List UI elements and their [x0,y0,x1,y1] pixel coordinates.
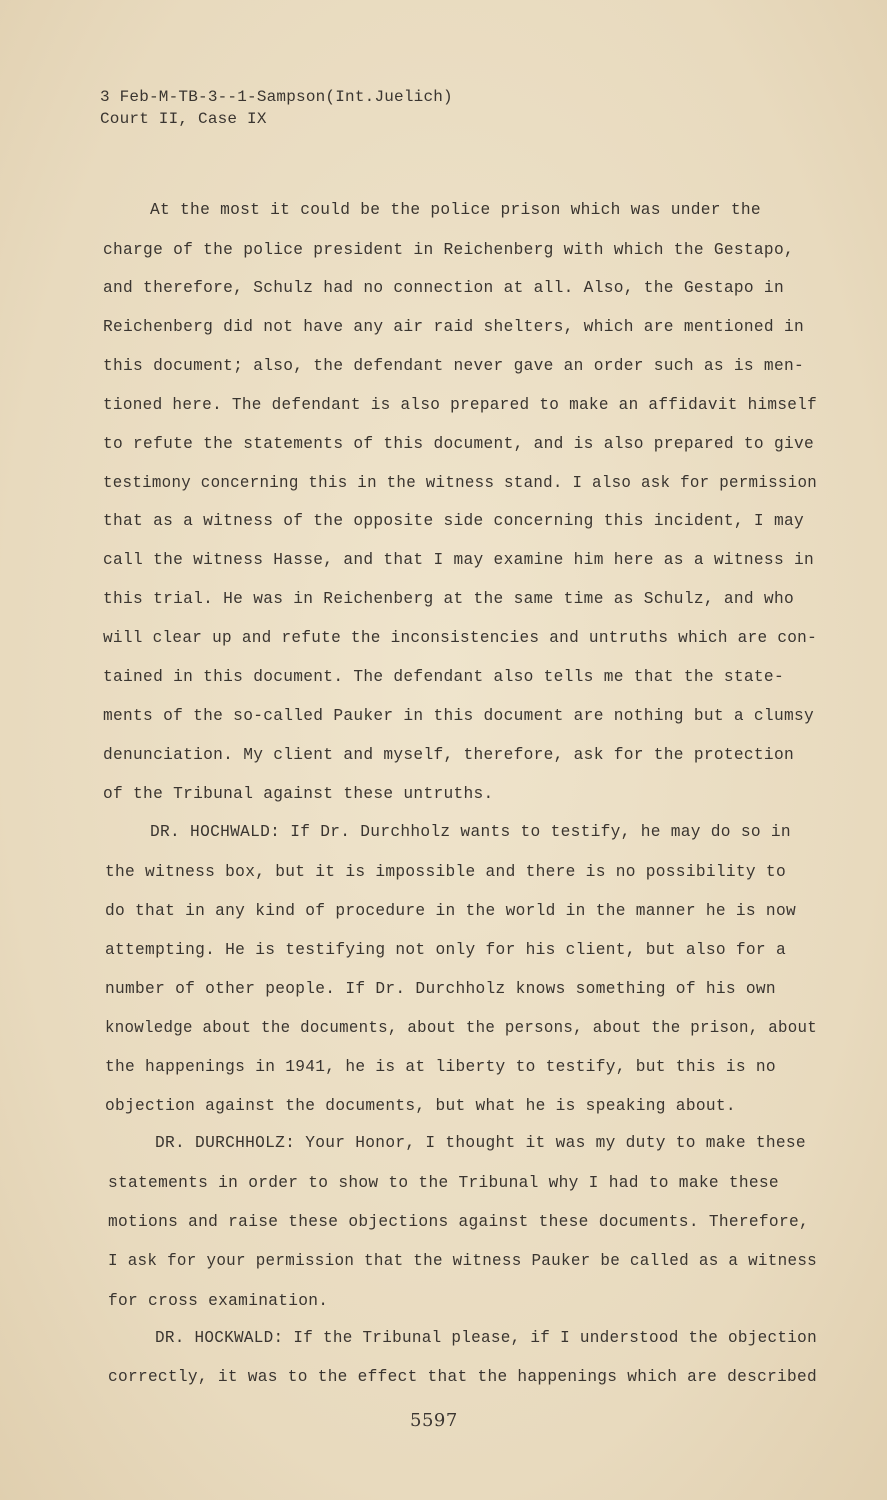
transcript-line: this trial. He was in Reichenberg at the same time as Schulz, and who [103,590,794,608]
transcript-line: objection against the documents, but what he is speaking about. [105,1097,736,1115]
transcript-line: this document; also, the defendant never gave an order such as is men- [103,357,804,375]
document-header [100,86,453,130]
transcript-line: correctly, it was to the effect that the happenings which are described [108,1368,817,1386]
transcript-line: ments of the so-called Pauker in this document are nothing but a clumsy [103,707,814,725]
transcript-line: tioned here. The defendant is also prepared to make an affidavit himself [103,396,818,414]
transcript-line: the witness box, but it is impossible and there is no possibility to [105,863,786,881]
transcript-line: DR. DURCHHOLZ: Your Honor, I thought it was my duty to make these [155,1134,806,1152]
transcript-line: tained in this document. The defendant also tells me that the state- [103,668,784,686]
transcript-line: knowledge about the documents, about the persons, about the prison, about [105,1019,818,1037]
transcript-line: testimony concerning this in the witness stand. I also ask for permission [103,474,818,492]
transcript-line: attempting. He is testifying not only for his client, but also for a [105,941,786,959]
transcript-line: will clear up and refute the inconsistencies and untruths which are con- [103,629,818,647]
transcript-line: motions and raise these objections against these documents. Therefore, [108,1213,809,1231]
transcript-line: and therefore, Schulz had no connection at all. Also, the Gestapo in [103,279,784,297]
transcript-line: I ask for your permission that the witness Pauker be called as a witness [108,1252,818,1270]
transcript-line: denunciation. My client and myself, therefore, ask for the protection [103,746,794,764]
transcript-line: charge of the police president in Reichenberg with which the Gestapo, [103,241,794,259]
header-reference: 3 Feb-M-TB-3--1-Sampson(Int.Juelich) [100,88,453,106]
transcript-line: for cross examination. [108,1292,329,1310]
transcript-line: DR. HOCHWALD: If Dr. Durchholz wants to testify, he may do so in [150,823,791,841]
transcript-line: the happenings in 1941, he is at liberty to testify, but this is no [105,1058,776,1076]
transcript-line: Reichenberg did not have any air raid shelters, which are mentioned in [103,318,804,336]
transcript-line: that as a witness of the opposite side concerning this incident, I may [103,512,804,530]
transcript-line: of the Tribunal against these untruths. [103,785,494,803]
page-number: 5597 [410,1410,458,1431]
transcript-line: do that in any kind of procedure in the world in the manner he is now [105,902,796,920]
header-court-case: Court II, Case IX [100,110,267,128]
transcript-line: statements in order to show to the Tribunal why I had to make these [108,1174,779,1192]
transcript-line: At the most it could be the police prison which was under the [150,201,761,219]
transcript-line: number of other people. If Dr. Durchholz knows something of his own [105,980,776,998]
transcript-line: DR. HOCKWALD: If the Tribunal please, if I understood the objection [155,1329,817,1347]
transcript-line: to refute the statements of this document, and is also prepared to give [103,435,814,453]
transcript-line: call the witness Hasse, and that I may examine him here as a witness in [103,551,814,569]
